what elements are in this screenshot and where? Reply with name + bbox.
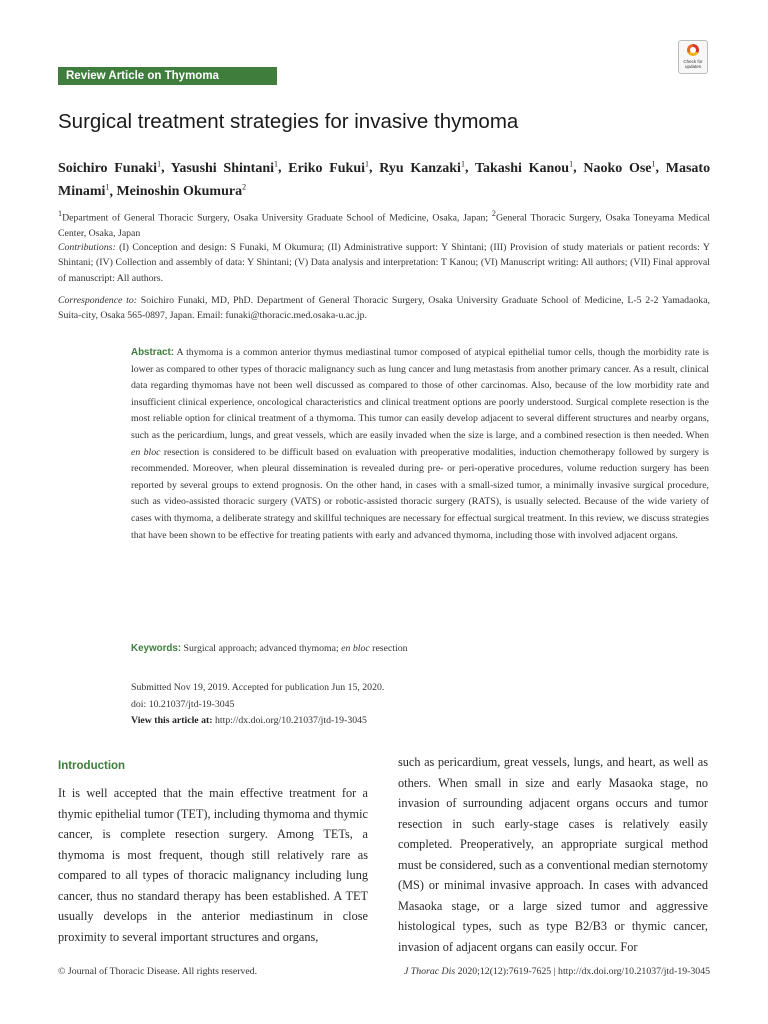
check-for-updates-label: Check for updates (683, 59, 703, 69)
affiliations: $^1$Department of General Thoracic Surgery, Osaka University Graduate School of Medicine, Osaka, Japan; $^2$General Thoracic Surgery, Osaka Toneyama Medical Center, Osaka, Japan (58, 209, 710, 239)
article-title: Surgical treatment strategies for invasive thymoma (58, 110, 519, 133)
author: Yasushi Shintani$^1$ (170, 159, 279, 176)
contributions: Contributions: (I) Conception and design: S Funaki, M Okumura; (II) Administrative support: Y Shintani; (III) Provision of study materials or patient records: Y Shintani; (IV) Collection and assembly of data: Y Shintani; (V) Data analysis and interpretation: T Kanou; (VI) Manuscript writing: All authors; (VII) Final approval of manuscript: All authors. (58, 242, 710, 284)
body-column-right: such as pericardium, great vessels, lungs, and heart, as well as others. When small in size and early Masaoka stage, no invasion of surrounding adjacent organs occurs and tumor resection in such early-stage cases is relatively easily completed. Preoperatively, an appropriate surgical method must be considered, such as a conventional median sternotomy (MS) or minimal invasive approach. In cases with advanced Masaoka stage, or a large sized tumor and aggressive histological types, such as type B2/B3 or thymic cancer, invasion of adjacent organs can easily occur. For (398, 755, 708, 954)
author: Takashi Kanou$^1$ (474, 159, 574, 176)
abstract: Abstract: A thymoma is a common anterior thymus mediastinal tumor composed of atypical epithelial tumor cells, though the morbidity rate is lower as compared to other types of thoracic malignancy such as lung cancer and lung metastasis from another primary cancer. As a result, clinical data regarding thymomas have not been well discussed as compared to those of other carcinomas. Also, because of the low morbidity rate and insufficient clinical experience, oncological characteristics and clinical treatment options are poorly understood. Surgical complete resection is the most reliable option for clinical treatment of a thymoma. This tumor can easily develop adjacent to several different structures and nearby organs, such as the pericardium, lungs, and great vessels, which are easily invaded when the size is large, and a combined resection is then needed. When en bloc resection is considered to be difficult based on evaluation with preoperative modalities, induction chemotherapy followed by surgery is recommended. Moreover, when pleural dissemination is revealed during pre- or peri-operative procedures, volume reduction surgery has been reported by several groups to extend prognosis. On the other hand, in cases with a small-sized tumor, a minimally invasive surgical procedure, such as video-assisted thoracic surgery (VATS) or robotic-assisted thoracic surgery (RATS), is usually selected. Because of the wide variety of cases with thymoma, a deliberate strategy and skillful techniques are necessary for effectual surgical treatment. In this review, we discuss strategies that have been shown to be effective for treating patients with early and advanced thymoma, including those with involved adjacent organs. (131, 347, 709, 541)
view-article-link[interactable]: View this article at: http://dx.doi.org/10.21037/jtd-19-3045 (131, 715, 367, 726)
author: Masato Minami$^1$ (58, 160, 711, 200)
article-meta (131, 680, 709, 730)
doi: doi: 10.21037/jtd-19-3045 (131, 698, 235, 710)
check-for-updates-button[interactable] (678, 40, 708, 74)
author: Naoko Ose$^1$ (583, 159, 656, 176)
copyright-footer: © Journal of Thoracic Disease. All rights reserved. (58, 966, 258, 977)
author: Ryu Kanzaki$^1$ (379, 159, 465, 176)
article-type-badge: Review Article on Thymoma (58, 67, 277, 85)
author-list: Soichiro Funaki$^1$, Yasushi Shintani$^1$, Eriko Fukui$^1$, Ryu Kanzaki$^1$, Takashi Kanou$^1$, Naoko Ose$^1$, Masato Minami$^1$, Meinoshin Okumura$^2$ (58, 159, 711, 200)
author: Eriko Fukui$^1$ (288, 159, 370, 176)
keywords: Keywords: Surgical approach; advanced thymoma; en bloc resection (131, 643, 408, 654)
citation-footer: J Thorac Dis 2020;12(12):7619-7625 | http://dx.doi.org/10.21037/jtd-19-3045 (403, 966, 710, 977)
author: Soichiro Funaki$^1$ (58, 159, 162, 176)
submission-dates: Submitted Nov 19, 2019. Accepted for publication Jun 15, 2020. (131, 682, 385, 693)
crossmark-icon (687, 44, 699, 56)
keywords-label: Keywords: (131, 643, 182, 654)
abstract-label: Abstract: (131, 347, 175, 358)
introduction-heading: Introduction (58, 760, 126, 772)
author: Meinoshin Okumura$^2$ (116, 182, 247, 200)
body-column-left: It is well accepted that the main effective treatment for a thymic epithelial tumor (TET), including thymoma and thymic cancer, is complete resection surgery. Among TETs, a thymoma is most frequent, though still relatively rare as compared to all types of thoracic malignancy including lung cancer, thus no standard therapy has been established. A TET usually develops in the anterior mediastinum in close proximity to several important structures and organs, (58, 786, 368, 944)
correspondence: Correspondence to: Soichiro Funaki, MD, PhD. Department of General Thoracic Surgery, Osaka University Graduate School of Medicine, L-5 2-2 Yamadaoka, Suita-city, Osaka 565-0897, Japan. Email: funaki@thoracic.med.osaka-u.ac.jp. (58, 295, 711, 322)
